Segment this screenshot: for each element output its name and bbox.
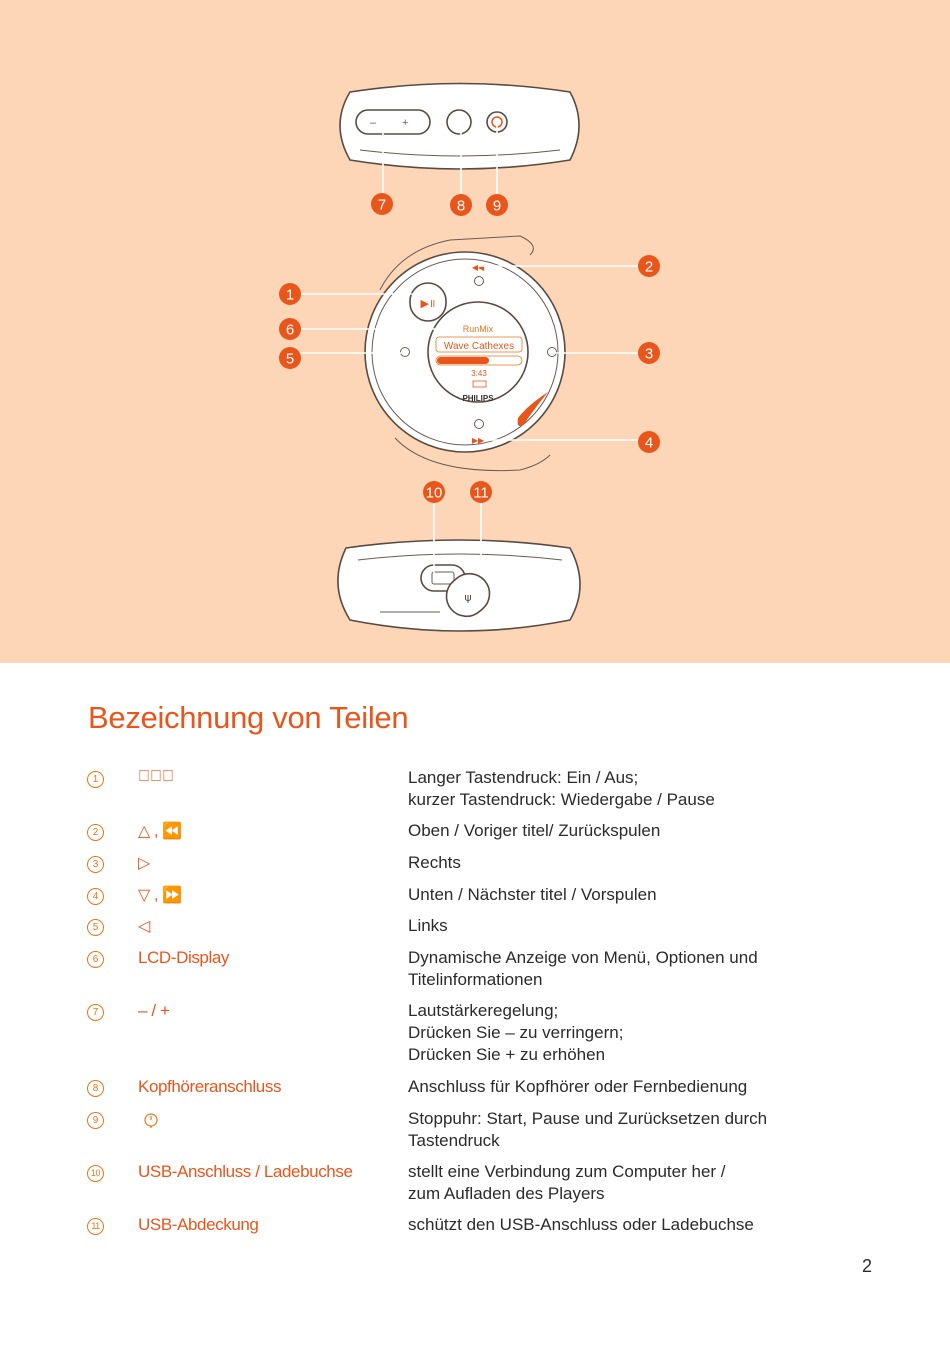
item-number: 3 [87, 856, 104, 873]
item-label: LCD-Display [138, 948, 230, 967]
usb-icon: ψ [464, 591, 472, 604]
item-description: schützt den USB-Anschluss oder Ladebuchse [408, 1215, 754, 1234]
screen-track-title: Wave Cathexes [443, 341, 515, 352]
item-description: Anschluss für Kopfhörer oder Fernbedienung [408, 1077, 748, 1096]
stopwatch-icon [142, 1111, 160, 1129]
svg-text:10: 10 [425, 484, 443, 502]
play-pause-icon: ▶॥ [420, 297, 436, 310]
callout-4 [638, 431, 660, 453]
screen-menu-title: RunMix [462, 324, 494, 334]
callout-5 [279, 347, 301, 369]
screen-time: 3:43 [471, 369, 487, 378]
item-label: ▷⃒⃒ [138, 768, 174, 785]
svg-text:1: 1 [285, 286, 295, 304]
rewind-icon: ◀◀ [471, 263, 485, 272]
svg-text:11: 11 [473, 484, 489, 502]
item-label: USB-Abdeckung [138, 1215, 259, 1234]
svg-text:–: – [370, 117, 377, 129]
item-label: Kopfhöreranschluss [138, 1077, 282, 1096]
callout-3 [638, 342, 660, 364]
item-label: ◁ [138, 918, 150, 935]
svg-text:4: 4 [644, 434, 654, 452]
callout-6 [279, 318, 301, 340]
svg-text:8: 8 [456, 197, 466, 215]
item-number: 4 [87, 888, 104, 905]
headphone-jack-icon [447, 110, 471, 134]
svg-text:+: + [402, 117, 409, 129]
item-number: 9 [87, 1112, 104, 1129]
callout-1 [279, 283, 301, 305]
svg-text:5: 5 [285, 350, 295, 368]
item-label: △ , ⏪ [138, 823, 182, 840]
svg-text:2: 2 [644, 258, 654, 276]
item-description: Langer Tastendruck: Ein / Aus; kurzer Tastendruck: Wiedergabe / Pause [408, 768, 715, 809]
item-description: stellt eine Verbindung zum Computer her / zum Aufladen des Players [408, 1162, 726, 1203]
item-number: 11 [87, 1218, 104, 1235]
device-bottom-view [338, 501, 580, 631]
fast-forward-icon: ▶▶ [471, 436, 485, 445]
item-label: USB-Anschluss / Ladebuchse [138, 1162, 353, 1181]
svg-text:7: 7 [377, 196, 387, 214]
screen-progress-fill [437, 357, 489, 364]
item-number: 7 [87, 1004, 104, 1021]
callout-9 [486, 194, 508, 216]
page-number: 2 [862, 1256, 873, 1276]
callout-8 [450, 194, 472, 216]
item-label: ▷ [138, 855, 150, 872]
callout-10 [423, 481, 445, 503]
device-front-view [300, 236, 640, 471]
device-top-view [340, 84, 579, 197]
brand-logo: PHILIPS [462, 394, 494, 403]
item-label: – / + [138, 1001, 170, 1020]
device-illustration [0, 0, 950, 663]
item-number: 8 [87, 1080, 104, 1097]
illustration-panel [0, 0, 950, 663]
item-description: Links [408, 916, 448, 935]
item-description: Dynamische Anzeige von Menü, Optionen und Titelinformationen [408, 948, 758, 989]
callout-2 [638, 255, 660, 277]
svg-text:9: 9 [492, 197, 502, 215]
callout-11 [470, 481, 492, 503]
item-number: 1 [87, 771, 104, 788]
callout-7 [371, 193, 393, 215]
item-label [138, 1109, 156, 1132]
item-number: 5 [87, 919, 104, 936]
item-description: Rechts [408, 853, 461, 872]
svg-text:6: 6 [285, 321, 295, 339]
volume-button[interactable] [356, 110, 430, 134]
item-description: Oben / Voriger titel/ Zurückspulen [408, 821, 661, 840]
item-number: 6 [87, 951, 104, 968]
section-title: Bezeichnung von Teilen [88, 700, 409, 735]
item-description: Lautstärkeregelung; Drücken Sie – zu verringern; Drücken Sie + zu erhöhen [408, 1001, 624, 1064]
item-label: ▽ , ⏩ [138, 887, 182, 904]
item-description: Stoppuhr: Start, Pause und Zurücksetzen durch Tastendruck [408, 1109, 768, 1150]
item-description: Unten / Nächster titel / Vorspulen [408, 885, 657, 904]
svg-text:3: 3 [644, 345, 654, 363]
item-number: 2 [87, 824, 104, 841]
item-number: 10 [87, 1165, 104, 1182]
